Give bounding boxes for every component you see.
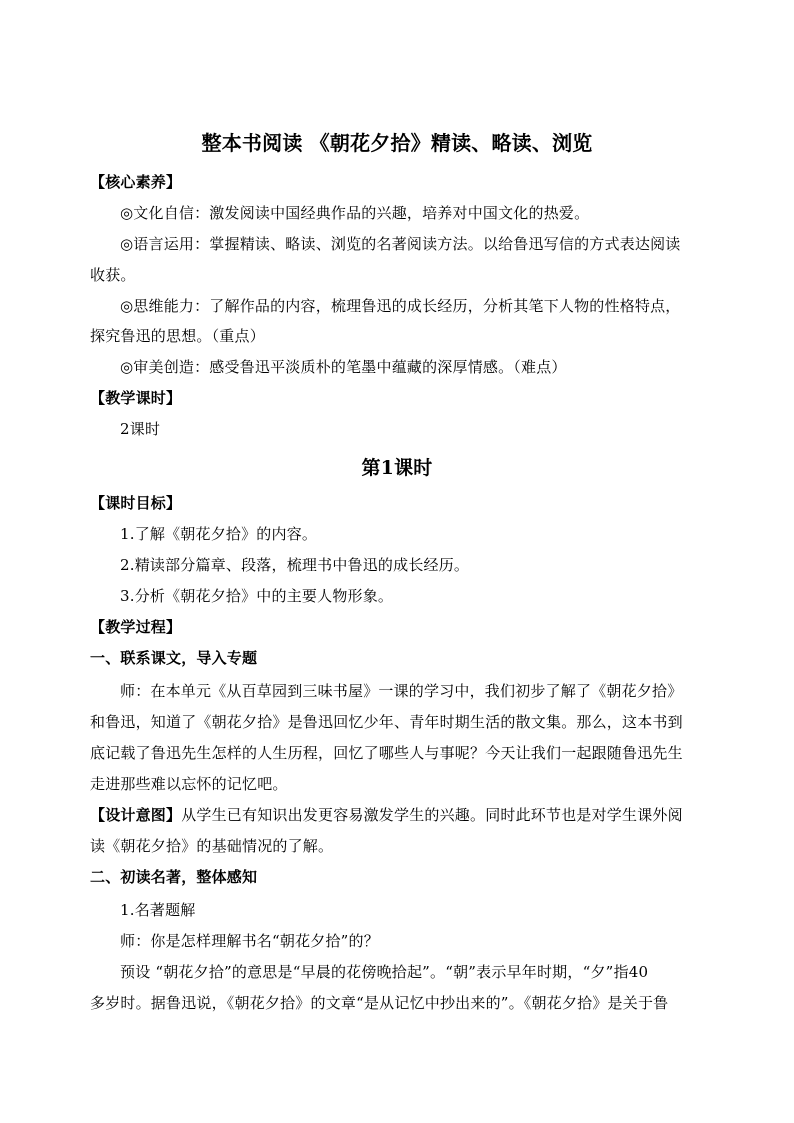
design-intent-label: 【设计意图】	[90, 806, 182, 824]
paragraph-1-line-1: 师：在本单元《从百草园到三味书屋》一课的学习中，我们初步了解了《朝花夕拾》	[120, 682, 683, 700]
core-item-thinking: ◎思维能力：了解作品的内容，梳理鲁迅的成长经历，分析其笔下人物的性格特点，	[120, 297, 681, 315]
teaching-hours-value: 2课时	[120, 420, 161, 438]
design-intent-line-2: 读《朝花夕拾》的基础情况的了解。	[90, 837, 334, 855]
core-item-culture: ◎文化自信：激发阅读中国经典作品的兴趣，培养对中国文化的热爱。	[120, 204, 590, 222]
core-item-aesthetic: ◎审美创造：感受鲁迅平淡质朴的笔墨中蕴藏的深厚情感。（难点）	[120, 358, 567, 376]
goal-item-3: 3.分析《朝花夕拾》中的主要人物形象。	[120, 587, 394, 605]
teaching-hours-heading: 【教学课时】	[90, 389, 182, 407]
goal-item-2: 2.精读部分篇章、段落，梳理书中鲁迅的成长经历。	[120, 556, 470, 574]
paragraph-2-line-2: 多岁时。据鲁迅说，《朝花夕拾》的文章“是从记忆中抄出来的”。《朝花夕拾》是关于鲁	[90, 994, 669, 1012]
paragraph-1-line-2: 和鲁迅，知道了《朝花夕拾》是鲁迅回忆少年、青年时期生活的散文集。那么，这本书到	[90, 713, 683, 731]
core-item-language: ◎语言运用：掌握精读、略读、浏览的名著阅读方法。以给鲁迅写信的方式表达阅读	[120, 235, 681, 253]
item-title-explanation: 1.名著题解	[120, 901, 196, 919]
lesson-title: 第1课时	[361, 457, 433, 479]
section-2-heading: 二、初读名著，整体感知	[90, 868, 258, 886]
core-item-language-cont: 收获。	[90, 266, 136, 284]
paragraph-2-line-1: 预设 “朝花夕拾”的意思是“早晨的花傍晚拾起”。“朝”表示早年时期，“夕”指40	[120, 963, 649, 981]
teacher-question: 师：你是怎样理解书名“朝花夕拾”的？	[120, 932, 379, 950]
goal-item-1: 1.了解《朝花夕拾》的内容。	[120, 525, 318, 543]
core-item-thinking-cont: 探究鲁迅的思想。（重点）	[90, 327, 265, 345]
teaching-process-heading: 【教学过程】	[90, 618, 182, 636]
paragraph-1-line-3: 底记载了鲁迅先生怎样的人生历程，回忆了哪些人与事呢？今天让我们一起跟随鲁迅先生	[90, 744, 683, 762]
design-intent-text: 从学生已有知识出发更容易激发学生的兴趣。同时此环节也是对学生课外阅	[181, 806, 683, 824]
section-1-heading: 一、联系课文，导入专题	[90, 649, 258, 667]
document-title: 整本书阅读 《朝花夕拾》精读、略读、浏览	[201, 131, 593, 155]
lesson-goals-heading: 【课时目标】	[90, 494, 182, 512]
design-intent-line-1	[90, 805, 720, 825]
core-literacy-heading: 【核心素养】	[90, 173, 182, 191]
paragraph-1-line-4: 走进那些难以忘怀的记忆吧。	[90, 775, 288, 793]
